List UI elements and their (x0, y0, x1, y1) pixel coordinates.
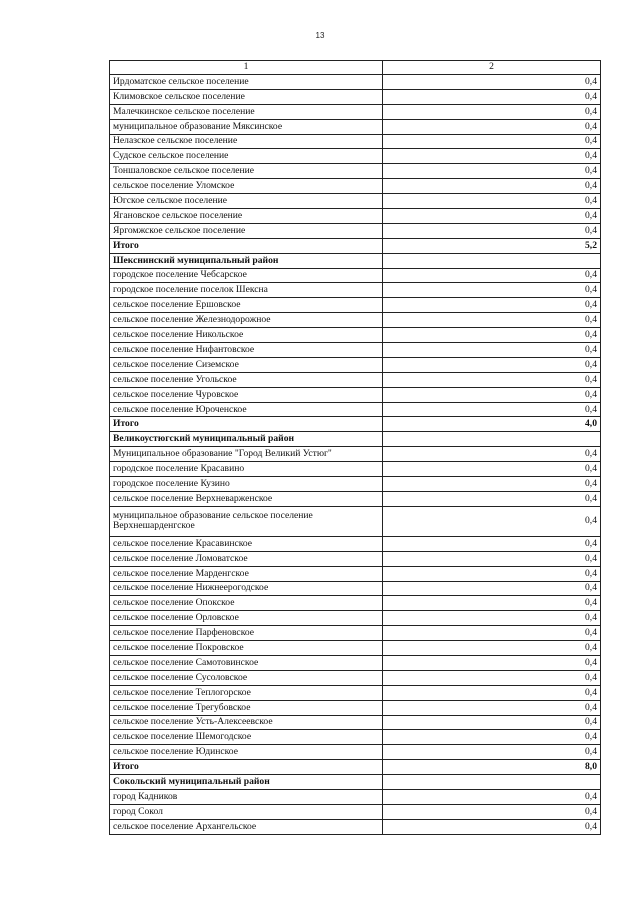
allocation-value: 0,4 (383, 119, 601, 134)
table-row (110, 804, 601, 819)
table-row (110, 283, 601, 298)
settlement-name: Итого (110, 760, 383, 775)
settlement-name: городское поселение поселок Шексна (110, 283, 383, 298)
allocation-value: 0,4 (383, 447, 601, 462)
allocation-value: 0,4 (383, 506, 601, 536)
table-row (110, 536, 601, 551)
district-name: Шекснинский муниципальный район (110, 253, 383, 268)
allocation-value (383, 253, 601, 268)
settlement-name: сельское поселение Чуровское (110, 387, 383, 402)
allocation-value: 0,4 (383, 134, 601, 149)
allocation-value: 0,4 (383, 223, 601, 238)
allocation-value: 0,4 (383, 164, 601, 179)
settlement-name: Итого (110, 417, 383, 432)
allocation-value: 0,4 (383, 536, 601, 551)
settlement-name: городское поселение Красавино (110, 462, 383, 477)
table-row (110, 402, 601, 417)
settlement-name: Климовское сельское поселение (110, 89, 383, 104)
allocation-value: 0,4 (383, 357, 601, 372)
table-row (110, 179, 601, 194)
allocation-value: 0,4 (383, 209, 601, 224)
district-header-row (110, 253, 601, 268)
allocation-value: 0,4 (383, 149, 601, 164)
settlement-name: сельское поселение Орловское (110, 611, 383, 626)
settlement-name: сельское поселение Ломоватское (110, 551, 383, 566)
column-header-2: 2 (383, 61, 601, 75)
settlement-name: город Сокол (110, 804, 383, 819)
settlement-name: сельское поселение Уломское (110, 179, 383, 194)
settlement-name: сельское поселение Самотовинское (110, 655, 383, 670)
settlement-name: сельское поселение Сиземское (110, 357, 383, 372)
district-name: Великоустюгский муниципальный район (110, 432, 383, 447)
table-row (110, 298, 601, 313)
settlement-name: Судское сельское поселение (110, 149, 383, 164)
settlement-name: сельское поселение Нифантовское (110, 343, 383, 358)
settlement-name: сельское поселение Шемогодское (110, 730, 383, 745)
total-row (110, 760, 601, 775)
allocation-value: 0,4 (383, 75, 601, 90)
table-row (110, 75, 601, 90)
allocation-value: 0,4 (383, 313, 601, 328)
table-row (110, 149, 601, 164)
allocation-table (109, 60, 601, 835)
table-row (110, 477, 601, 492)
settlement-name: сельское поселение Архангельское (110, 819, 383, 834)
table-row (110, 328, 601, 343)
allocation-value: 0,4 (383, 298, 601, 313)
allocation-value: 0,4 (383, 596, 601, 611)
table-row (110, 819, 601, 834)
total-value: 4,0 (383, 417, 601, 432)
allocation-value: 0,4 (383, 89, 601, 104)
allocation-value: 0,4 (383, 551, 601, 566)
settlement-name: Ирдоматское сельское поселение (110, 75, 383, 90)
allocation-value (383, 432, 601, 447)
district-header-row (110, 432, 601, 447)
settlement-name: сельское поселение Угольское (110, 372, 383, 387)
allocation-value: 0,4 (383, 626, 601, 641)
total-row (110, 417, 601, 432)
total-row (110, 238, 601, 253)
table-row (110, 268, 601, 283)
table-row (110, 685, 601, 700)
allocation-value: 0,4 (383, 328, 601, 343)
table-body (110, 75, 601, 835)
column-header-1: 1 (110, 61, 383, 75)
settlement-name: Нелазское сельское поселение (110, 134, 383, 149)
allocation-value: 0,4 (383, 641, 601, 656)
settlement-name: город Кадников (110, 789, 383, 804)
settlement-name: сельское поселение Трегубовское (110, 700, 383, 715)
settlement-name: сельское поселение Опокское (110, 596, 383, 611)
settlement-name: Югское сельское поселение (110, 194, 383, 209)
settlement-name: сельское поселение Юдинское (110, 745, 383, 760)
settlement-name: Итого (110, 238, 383, 253)
table-row (110, 789, 601, 804)
table-row (110, 506, 601, 536)
district-header-row (110, 775, 601, 790)
allocation-value: 0,4 (383, 268, 601, 283)
table-row (110, 715, 601, 730)
table-row (110, 641, 601, 656)
table-row (110, 655, 601, 670)
allocation-value: 0,4 (383, 179, 601, 194)
settlement-name: сельское поселение Нижнеерогодское (110, 581, 383, 596)
allocation-value: 0,4 (383, 804, 601, 819)
table-row (110, 491, 601, 506)
allocation-value: 0,4 (383, 581, 601, 596)
table-row (110, 343, 601, 358)
allocation-value: 0,4 (383, 789, 601, 804)
allocation-value: 0,4 (383, 283, 601, 298)
settlement-name: сельское поселение Теплогорское (110, 685, 383, 700)
allocation-value: 0,4 (383, 491, 601, 506)
settlement-name: сельское поселение Покровское (110, 641, 383, 656)
allocation-value: 0,4 (383, 611, 601, 626)
allocation-value: 0,4 (383, 700, 601, 715)
table-row (110, 566, 601, 581)
table-row (110, 313, 601, 328)
settlement-name: сельское поселение Верхневарженское (110, 491, 383, 506)
settlement-name: сельское поселение Сусоловское (110, 670, 383, 685)
table-row (110, 223, 601, 238)
allocation-value: 0,4 (383, 402, 601, 417)
table-row (110, 119, 601, 134)
table-row (110, 462, 601, 477)
table-row (110, 596, 601, 611)
settlement-name: сельское поселение Никольское (110, 328, 383, 343)
settlement-name: сельское поселение Марденгское (110, 566, 383, 581)
table-row (110, 372, 601, 387)
allocation-value: 0,4 (383, 462, 601, 477)
settlement-name: Муниципальное образование "Город Великий Устюг" (110, 447, 383, 462)
header-row (110, 61, 601, 75)
table-row (110, 551, 601, 566)
settlement-name: сельское поселение Ершовское (110, 298, 383, 313)
table-row (110, 134, 601, 149)
settlement-name: муниципальное образование сельское поселение Верхнешарденгское (110, 506, 383, 536)
settlement-name: Яргомжское сельское поселение (110, 223, 383, 238)
allocation-value: 0,4 (383, 685, 601, 700)
settlement-name: сельское поселение Железнодорожное (110, 313, 383, 328)
allocation-value: 0,4 (383, 670, 601, 685)
settlement-name: сельское поселение Парфеновское (110, 626, 383, 641)
table-row (110, 581, 601, 596)
table-row (110, 89, 601, 104)
settlement-name: городское поселение Чебсарское (110, 268, 383, 283)
table-row (110, 209, 601, 224)
allocation-value: 0,4 (383, 745, 601, 760)
table-row (110, 194, 601, 209)
table-row (110, 357, 601, 372)
allocation-value: 0,4 (383, 372, 601, 387)
table-row (110, 626, 601, 641)
allocation-value: 0,4 (383, 655, 601, 670)
settlement-name: Малечкинское сельское поселение (110, 104, 383, 119)
allocation-value: 0,4 (383, 343, 601, 358)
allocation-value: 0,4 (383, 477, 601, 492)
table-row (110, 164, 601, 179)
allocation-value: 0,4 (383, 387, 601, 402)
settlement-name: Ягановское сельское поселение (110, 209, 383, 224)
settlement-name: муниципальное образование Мяксинское (110, 119, 383, 134)
allocation-value: 0,4 (383, 566, 601, 581)
table-row (110, 745, 601, 760)
table-row (110, 447, 601, 462)
settlement-name: сельское поселение Красавинское (110, 536, 383, 551)
table-row (110, 730, 601, 745)
total-value: 8,0 (383, 760, 601, 775)
allocation-value: 0,4 (383, 730, 601, 745)
settlement-name: сельское поселение Юроченское (110, 402, 383, 417)
allocation-value (383, 775, 601, 790)
table-row (110, 670, 601, 685)
page-number: 13 (315, 31, 325, 40)
district-name: Сокольский муниципальный район (110, 775, 383, 790)
allocation-value: 0,4 (383, 819, 601, 834)
table-row (110, 700, 601, 715)
table-row (110, 387, 601, 402)
table-row (110, 104, 601, 119)
allocation-value: 0,4 (383, 715, 601, 730)
settlement-name: сельское поселение Усть-Алексеевское (110, 715, 383, 730)
allocation-value: 0,4 (383, 104, 601, 119)
total-value: 5,2 (383, 238, 601, 253)
settlement-name: городское поселение Кузино (110, 477, 383, 492)
allocation-value: 0,4 (383, 194, 601, 209)
settlement-name: Тоншаловское сельское поселение (110, 164, 383, 179)
table-row (110, 611, 601, 626)
